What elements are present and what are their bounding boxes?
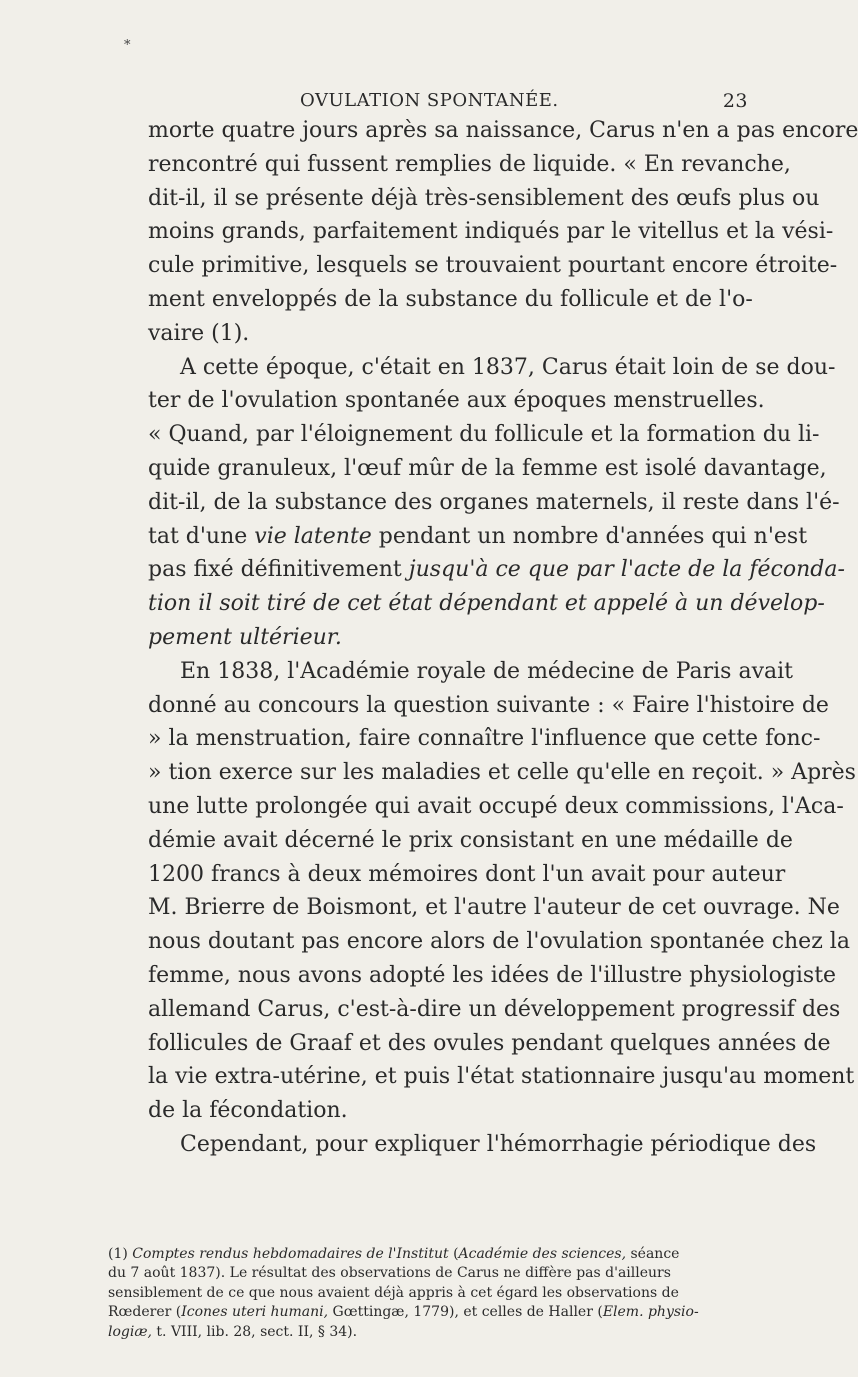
text-run: « Quand, par l'éloignement du follicule et la formation du li- [148,422,820,448]
italic-text: Elem. physio- [602,1304,699,1321]
text-run: allemand Carus, c'est-à-dire un développement progressif des [148,996,841,1022]
text-line [148,790,844,824]
text-run: follicules de Graaf et des ovules pendant quelques années de [148,1030,831,1056]
text-run: Rœderer ( [108,1304,182,1321]
text-run: dit-il, de la substance des organes maternels, il reste dans l'é- [148,489,840,515]
text-line [148,148,791,182]
footnote-line [108,1284,748,1303]
italic-text: tion il soit tiré de cet état dépendant et appelé à un dévelop- [148,591,825,617]
italic-text: pement ultérieur. [148,624,342,650]
text-run: » tion exerce sur les maladies et celle qu'elle en reçoit. » Après [148,760,856,786]
text-run: cule primitive, lesquels se trouvaient pourtant encore étroite- [148,253,838,279]
text-line [148,891,840,925]
italic-text: vie latente [254,523,372,549]
text-line [148,452,827,486]
text-line [148,959,837,993]
text-run: rencontré qui fussent remplies de liquide. « En revanche, [148,151,791,177]
text-line [148,384,765,418]
text-run: A cette époque, c'était en 1837, Carus était loin de se dou- [180,354,836,380]
text-run: moins grands, parfaitement indiqués par le vitellus et la vési- [148,219,834,245]
text-run: vaire (1). [148,320,250,346]
text-run: une lutte prolongée qui avait occupé deux commissions, l'Aca- [148,793,844,819]
text-run: femme, nous avons adopté les idées de l'illustre physiologiste [148,962,837,988]
italic-text: Icones uteri humani, [181,1304,329,1321]
text-run: Gœttingæ, 1779), et celles de Haller ( [328,1304,603,1321]
text-line [148,1060,855,1094]
text-run: » la menstruation, faire connaître l'influence que cette fonc- [148,726,821,752]
footnote-line [108,1245,748,1264]
text-run: ter de l'ovulation spontanée aux époques menstruelles. [148,388,765,414]
text-line [148,621,748,655]
text-line [148,1094,748,1128]
text-run: la vie extra-utérine, et puis l'état stationnaire jusqu'au moment [148,1064,855,1090]
text-line [148,486,840,520]
text-run: ( [448,1246,459,1262]
footnote-line [108,1303,748,1322]
italic-text: jusqu'à ce que par l'acte de la féconda- [408,557,845,583]
text-run: pendant un nombre d'années qui n'est [371,523,808,549]
italic-text: Comptes rendus hebdomadaires de l'Institut [132,1246,449,1262]
text-line [148,722,821,756]
text-run: de la fécondation. [148,1098,348,1124]
text-line [148,215,834,249]
italic-text: Académie des sciences, [458,1246,627,1262]
text-run: sensiblement de ce que nous avaient déjà appris à cet égard les observations de [108,1284,679,1301]
text-line [148,114,858,148]
text-run: dit-il, il se présente déjà très-sensiblement des œufs plus ou [148,185,820,211]
text-line [148,553,845,587]
text-run: quide granuleux, l'œuf mûr de la femme est isolé davantage, [148,455,827,481]
text-line [148,317,748,351]
text-run: du 7 août 1837). Le résultat des observations de Carus ne diffère pas d'ailleurs [108,1265,671,1282]
text-run: (1) [108,1246,133,1262]
text-run: ment enveloppés de la substance du follicule et de l'o- [148,286,753,312]
text-line [148,1128,817,1162]
footnotes [108,1245,748,1342]
text-run: morte quatre jours après sa naissance, Carus n'en a pas encore [148,118,858,143]
text-run: démie avait décerné le prix consistant en une médaille de [148,827,793,853]
footnote-line [108,1323,748,1342]
text-run: tat d'une [148,523,255,549]
text-line [148,655,793,689]
text-line [148,993,841,1027]
text-run: M. Brierre de Boismont, et l'autre l'auteur de cet ouvrage. Ne [148,895,840,921]
italic-text: logiæ, [108,1323,152,1340]
text-line [148,182,820,216]
body-text [148,114,858,1162]
text-run: séance [626,1246,680,1262]
running-title: OVULATION SPONTANÉE. [300,90,559,111]
text-run: nous doutant pas encore alors de l'ovulation spontanée chez la [148,929,850,955]
text-line [148,520,808,554]
page-number: 23 [722,90,748,112]
text-line [148,925,850,959]
text-run: donné au concours la question suivante : « Faire l'histoire de [148,692,829,718]
text-run: t. VIII, lib. 28, sect. II, § 34). [151,1323,358,1340]
text-line [148,1027,831,1061]
footnote-line [108,1264,748,1283]
top-mark: * [124,38,131,53]
text-line [148,418,820,452]
text-run: 1200 francs à deux mémoires dont l'un avait pour auteur [148,861,786,887]
text-line [148,587,825,621]
text-line [148,824,793,858]
text-run: Cependant, pour expliquer l'hémorrhagie périodique des [180,1131,817,1157]
text-line [148,858,786,892]
text-run: pas fixé définitivement [148,557,409,583]
text-line [148,351,836,385]
text-line [148,689,829,723]
text-run: En 1838, l'Académie royale de médecine de Paris avait [180,658,793,684]
text-line [148,249,838,283]
text-line [148,756,856,790]
text-line [148,283,753,317]
